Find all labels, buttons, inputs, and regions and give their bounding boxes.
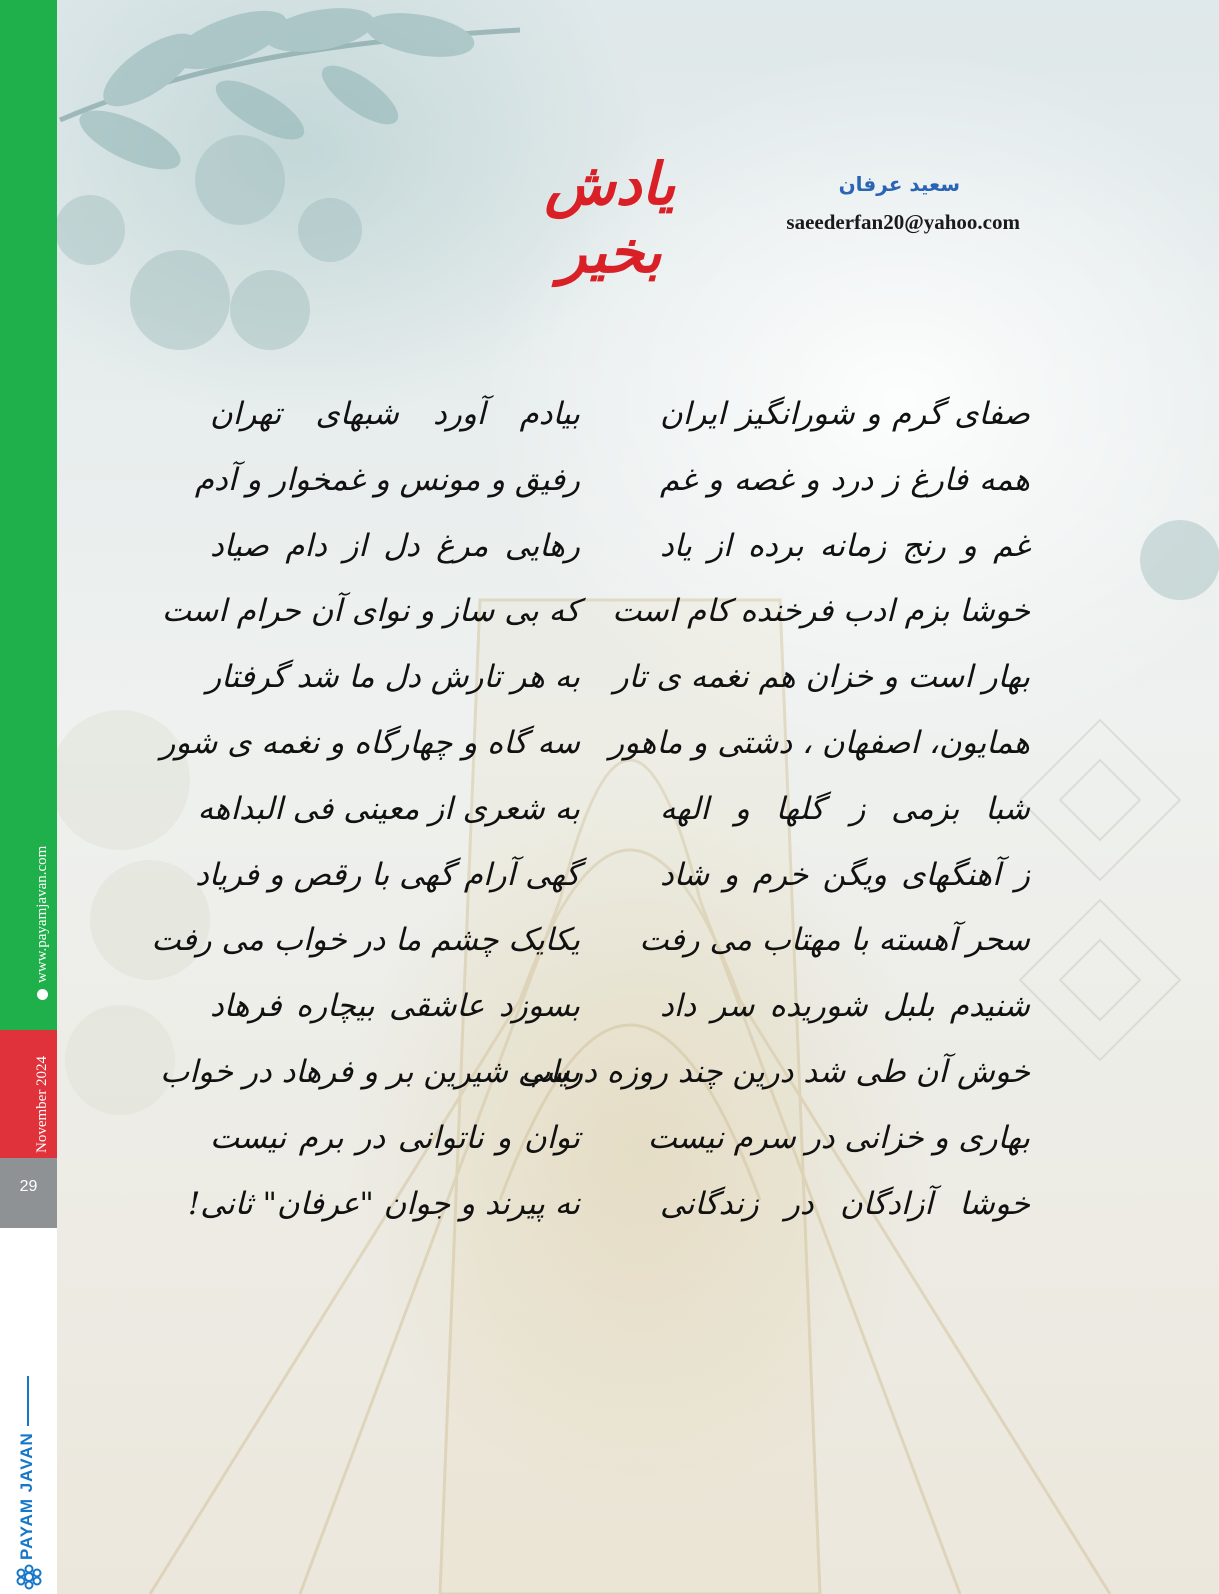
page-number: 29	[19, 1178, 38, 1195]
second-hemistich: یکایک چشم ما در خواب می رفت	[151, 922, 580, 959]
brand-label	[17, 1260, 37, 1560]
brand-text: PAYAM JAVAN	[17, 1432, 36, 1560]
bullet-icon	[37, 989, 48, 1000]
second-hemistich: به هر تارش دل ما شد گرفتار	[206, 659, 580, 696]
issue-month: November 2024	[34, 1055, 50, 1153]
poem-couplet	[194, 450, 1030, 516]
second-hemistich: که بی ساز و نوای آن حرام است	[161, 593, 580, 630]
sidebar	[0, 0, 57, 1594]
first-hemistich: بهاری و خزانی در سرم نیست	[647, 1119, 1030, 1156]
poem-couplet	[161, 581, 1030, 647]
poem-couplet	[210, 384, 1030, 450]
poem-couplet	[151, 910, 1030, 976]
first-hemistich: بهار است و خزان هم نغمه ی تار	[613, 659, 1030, 696]
second-hemistich: بیادم آورد شبهای تهران	[210, 396, 580, 432]
first-hemistich: ز آهنگهای ویگن خرم و شاد	[660, 856, 1030, 893]
first-hemistich: خوشا آزادگان در زندگانی	[660, 1185, 1030, 1222]
first-hemistich: غم و رنج زمانه برده از یاد	[660, 527, 1030, 564]
second-hemistich: نه پیرند و جوان "عرفان" ثانی!	[187, 1185, 580, 1222]
poem-couplet	[210, 516, 1030, 582]
first-hemistich: شبا بزمی ز گلها و الهه	[660, 790, 1030, 827]
poem-body	[151, 384, 1030, 1239]
tile-pattern-decoration	[1020, 720, 1180, 1060]
first-hemistich: همه فارغ ز درد و غصه و غم	[660, 461, 1030, 498]
poem-couplet	[160, 713, 1030, 779]
poem-couplet	[197, 779, 1030, 845]
first-hemistich: سحر آهسته با مهتاب می رفت	[639, 922, 1030, 959]
second-hemistich: سه گاه و چهارگاه و نغمه ی شور	[160, 724, 580, 761]
poem-couplet	[195, 845, 1030, 911]
first-hemistich: خوش آن طی شد درین چند روزه دریاب	[520, 1053, 1030, 1090]
first-hemistich: صفای گرم و شورانگیز ایران	[660, 396, 1030, 432]
second-hemistich: بسی شیرین بر و فرهاد در خواب	[160, 1053, 580, 1090]
second-hemistich: به شعری از معینی فی البداهه	[197, 790, 580, 827]
poem-couplet	[160, 1042, 1030, 1108]
second-hemistich: توان و ناتوانی در برم نیست	[210, 1119, 580, 1156]
brand-rule	[27, 1376, 29, 1426]
author-email: saeederfan20@yahoo.com	[786, 210, 1020, 234]
poem-couplet	[210, 1108, 1030, 1174]
first-hemistich: شنیدم بلبل شوریده سر داد	[660, 988, 1030, 1025]
author-name: سعید عرفان	[838, 172, 960, 196]
second-hemistich: بسوزد عاشقی بیچاره فرهاد	[210, 988, 580, 1025]
website-text: www.payamjavan.com	[34, 845, 50, 983]
poem-couplet	[210, 976, 1030, 1042]
first-hemistich: خوشا بزم ادب فرخنده کام است	[612, 593, 1030, 630]
poem-couplet	[206, 647, 1030, 713]
poem-couplet	[187, 1174, 1030, 1240]
website-label	[34, 800, 51, 1000]
second-hemistich: رهایی مرغ دل از دام صیاد	[210, 527, 580, 564]
poem-title: یادش بخیر	[544, 150, 676, 286]
flower-logo-icon	[14, 1565, 44, 1589]
second-hemistich: گهی آرام گهی با رقص و فریاد	[195, 856, 580, 893]
leaf-branch-decoration	[60, 0, 520, 181]
first-hemistich: همایون، اصفهان ، دشتی و ماهور	[609, 724, 1030, 761]
second-hemistich: رفیق و مونس و غمخوار و آدم	[194, 461, 580, 498]
